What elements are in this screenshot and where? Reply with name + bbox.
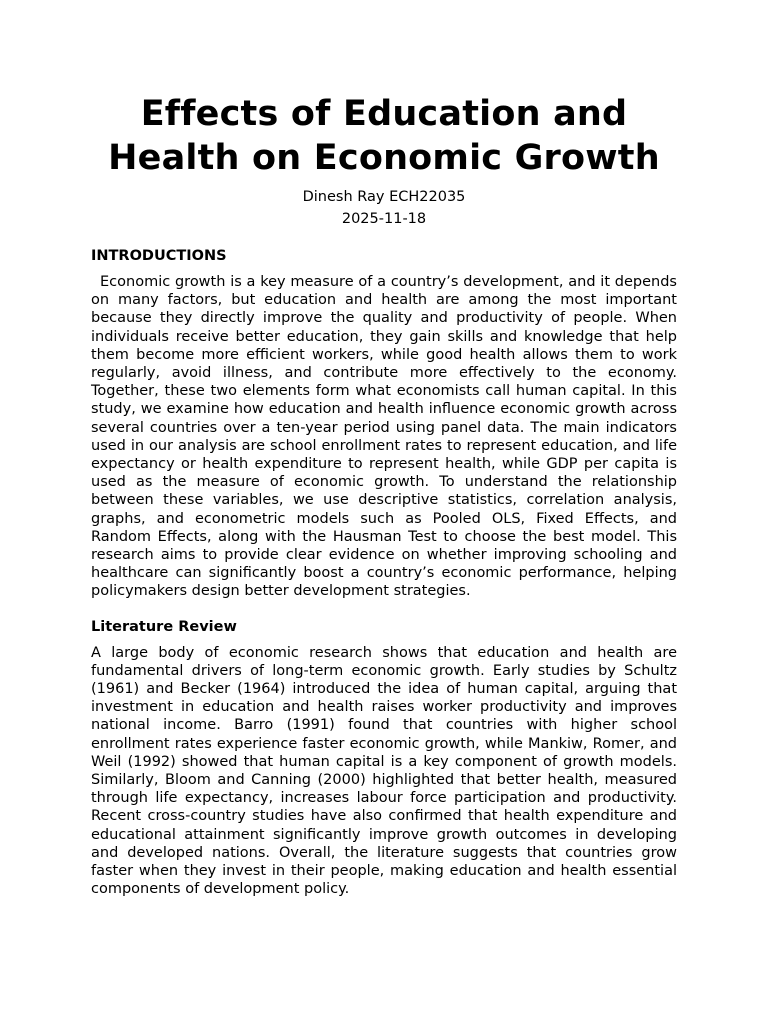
author-line: Dinesh Ray ECH22035 xyxy=(302,189,466,205)
date-line: 2025-11-18 xyxy=(341,211,427,227)
document-page xyxy=(91,92,677,903)
introduction-heading: INTRODUCTIONS xyxy=(91,248,227,264)
literature-review-paragraph: A large body of economic research shows that education and health are fundamental drivers of long-term economic growth. Early studies by Schultz (1961) and Becker (1964) introduced the idea of human capital, arguing that investment in education and health raises worker productivity and improves national income. Barro (1991) found that countries with higher school enrollment rates experience faster economic growth, while Mankiw, Romer, and Weil (1992) showed that human capital is a key component of growth models. Similarly, Bloom and Canning (2000) highlighted that better health, measured through life expectancy, increases labour force participation and productivity. Recent cross-country studies have also confirmed that health expenditure and educational attainment significantly improve growth outcomes in developing and developed nations. Overall, the literature suggests that countries grow faster when they invest in their people, making education and health essential components of development policy. xyxy=(91,644,677,898)
paper-title-line-1: Effects of Education and xyxy=(140,94,628,134)
literature-review-heading: Literature Review xyxy=(91,618,237,635)
paper-title-line-2: Health on Economic Growth xyxy=(108,138,660,178)
introduction-paragraph: Economic growth is a key measure of a country’s development, and it depends on many factors, but education and health are among the most important because they directly improve the quality and productivity of people. When individuals receive better education, they gain skills and knowledge that help them become more efficient workers, while good health allows them to work regularly, avoid illness, and contribute more effectively to the economy. Together, these two elements form what economists call human capital. In this study, we examine how education and health influence economic growth across several countries over a ten-year period using panel data. The main indicators used in our analysis are school enrollment rates to represent education, and life expectancy or health expenditure to represent health, while GDP per capita is used as the measure of economic growth. To understand the relationship between these variables, we use descriptive statistics, correlation analysis, graphs, and econometric models such as Pooled OLS, Fixed Effects, and Random Effects, along with the Hausman Test to choose the best model. This research aims to provide clear evidence on whether improving schooling and healthcare can significantly boost a country’s economic performance, helping policymakers design better development strategies. xyxy=(91,274,677,600)
paper-title xyxy=(91,92,677,180)
